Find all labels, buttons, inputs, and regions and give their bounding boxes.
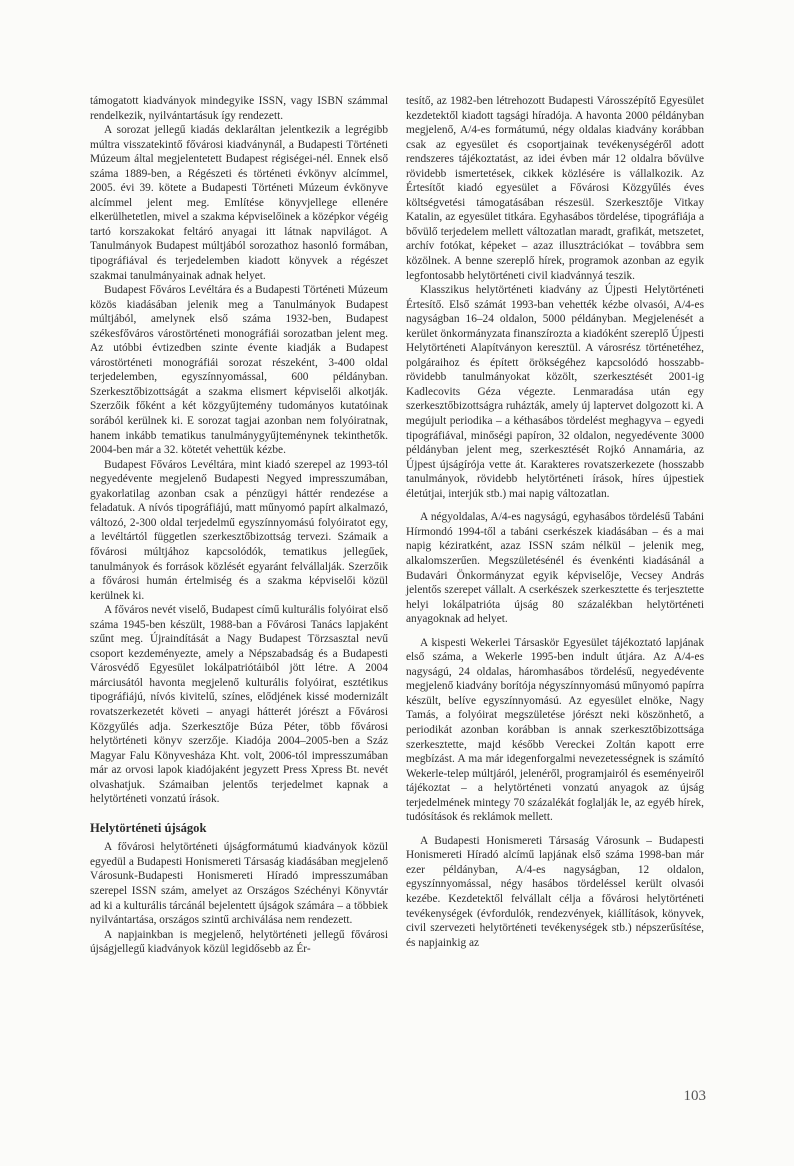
left-column <box>90 94 388 957</box>
paragraph: támogatott kiadványok mindegyike ISSN, vagy ISBN számmal rendelkezik, nyilvántartásuk így rendezett. <box>90 95 388 122</box>
paragraph: Klasszikus helytörténeti kiadvány az Újpesti Helytörténeti Értesítő. Első számát 1993-ban vehették kézbe olvasói, A/4-es nagyságban 16–24 oldalon, 5000 példányban. Megjelenését a kerület önkormányzata finanszírozta a kiadóként szereplő Újpesti Helytörténeti Alapítványon keresztül. A városrész történetéhez, polgáraihoz és épített örökségéhez kapcsolódó hosszabb-rövidebb tanulmányokat közölt, szerkesztését 2001-ig Kadlecovits Géza végezte. Lenmaradása után egy szerkesztőbizottságra ruházták, amely új laptervet dolgozott ki. A megújult periodika – a kéthasábos tördelést meghagyva – egyedi tipográfiával, minőségi papíron, 32 oldalon, negyedévente 3000 példányban jelent meg, szerkesztését Rojkó Annamária, az Újpest újságírója vette át. Karakteres rovatszerkezete (hosszabb tanulmányok, rövidebb helytörténeti írások, híres újpestiek életútjai, interjúk stb.) mai napig változatlan. <box>406 284 704 500</box>
paragraph: A kispesti Wekerlei Társaskör Egyesület tájékoztató lapjának első száma, a Wekerle 1995-ben indult útjára. Az A/4-es nagyságú, 24 oldalas, háromhasábos tördelésű, negyedévente megjelenő kiadvány borítója négyszínnyomású műnyomó papírra készült, belíve egyszínnyomású. Az egyesület elnöke, Nagy Tamás, a folyóirat megszületése jórészt neki köszönhető, a periodikát azonban korábban is annak szerkesztőbizottsága szerkesztette, majd később Vereckei Zoltán kapott erre megbízást. A ma már idegenforgalmi nevezetességnek is számító Wekerle-telep múltjáról, jelenéről, programjairól és eseményeiről tájékoztat – a helytörténeti vonzatú anyagok az újság terjedelmének mintegy 70 százalékát foglalják le, az egyéb hírek, tudósítások és reklámok mellett. <box>406 636 704 824</box>
paragraph: Budapest Főváros Levéltára és a Budapesti Történeti Múzeum közös kiadásában jelenik meg a Tanulmányok Budapest múltjából, amelynek első száma 1932-ben, Budapest székesfőváros várostörténeti monográfiái sorozatban jelent meg. Az utóbbi évtizedben szinte évente kiadják a Budapest várostörténeti monográfiái sorozat részeként, 3-400 oldal terjedelemben, egyszínnyomással, 600 példányban. Szerkesztőbizottságát a szakma elismert képviselői alkotják. Szerzőik főként a két közgyűjtemény tudományos kutatóinak sorából kerülnek ki. E sorozat tagjai azonban nem folyóiratnak, hanem inkább tematikus tanulmánygyűjteménynek tekinthetők. 2004-ben már a 32. kötetét vehettük kézbe. <box>90 284 388 457</box>
right-column <box>406 94 704 950</box>
page-number: 103 <box>683 1088 706 1104</box>
paragraph: A Budapesti Honismereti Társaság Városunk – Budapesti Honismereti Híradó alcímű lapjának első száma 1998-ban már ezer példányban, A/4-es nagyságban, 12 oldalon, egyszínnyomással, négy hasábos tördeléssel került olvasói kezébe. Kezdetektől felvállalt célja a fővárosi helytörténeti tevékenységek (évfordulók, rendezvények, kiállítások, könyvek, civil szervezeti helytörténeti tevékenységek stb.) népszerűsítése, és napjainkig az <box>406 834 704 949</box>
paragraph: A sorozat jellegű kiadás deklaráltan jelentkezik a legrégibb múltra visszatekintő fővárosi kiadványnál, a Budapesti Történeti Múzeum által megjelentetett Budapest régiségei-nél. Ennek első száma 1889-ben, a Régészeti és történeti évkönyv alcímmel, 2005. évi 39. kötete a Budapesti Történeti Múzeum évkönyve alcímmel jelent meg. Említése könyvjellege ellenére elkerülhetetlen, mivel a szakma képviselőinek a középkor végéig tartó korszakokat feltáró anyagai itt látnak napvilágot. A Tanulmányok Budapest múltjából sorozathoz hasonló formában, tipográfiával és terjedelemben kiadott könyvek a régészet szakmai tanulmányainak adnak helyet. <box>90 124 388 282</box>
paragraph: A főváros nevét viselő, Budapest című kulturális folyóirat első száma 1945-ben készült, 1988-ban a Fővárosi Tanács lapjaként szűnt meg. Újraindítását a Nagy Budapest Törzsasztal nevű csoport kezdeményezte, amely a Népszabadság és a Budapesti Városvédő Egyesület lokálpatriótáiból jött létre. A 2004 márciusától havonta megjelenő kulturális folyóirat, esztétikus tipográfiájú, nívós kivitelű, színes, elődjének kissé modernizált rovatszerkezetét követi – anyagi hátterét jórészt a Fővárosi Közgyűlés adja. Szerkesztője Búza Péter, több fővárosi helytörténeti könyv szerzője. Kiadója 2004–2005-ben a Száz Magyar Falu Könyvesháza Kht. volt, 2006-tól impresszumában már az orvosi lapok kiadójaként jegyzett Press Xpress Bt. nevét olvashatjuk. Számaiban jelentős terjedelmet kapnak a helytörténeti vonzatú írások. <box>90 604 388 806</box>
paragraph: Budapest Főváros Levéltára, mint kiadó szerepel az 1993-tól negyedévente megjelenő Budapesti Negyed impresszumában, gyakorlatilag azonban csak a pénzügyi háttér rendezése a feladatuk. A nívós tipográfiájú, matt műnyomó papírt alkalmazó, változó, 2-300 oldal terjedelmű egyszínnyomású folyóiratot egy, a levéltártól független szerkesztőbizottság tervezi. Számaik a fővárosi múltjához kapcsolódók, tematikus jellegűek, tanulmányok és források közlését egyaránt felvállalják. Szerzőik a fővárosi humán értelmiség és a szakma képviselői közül kerülnek ki. <box>90 458 388 602</box>
paragraph: A négyoldalas, A/4-es nagyságú, egyhasábos tördelésű Tabáni Hírmondó 1994-től a tabáni cserkészek kiadásában – és a mai napig kéziratként, azaz ISSN szám nélkül – jelenik meg, alkalomszerűen. Megszületésénél és évenkénti kiadásánál a Budavári Önkormányzat egyik képviselője, Vecsey András jelentős szerepet vállalt. A cserkészek szerkesztette és terjesztette helyi lokálpatrióta újság 80 százalékban helytörténeti anyagoknak ad helyet. <box>406 511 704 626</box>
paragraph: tesítő, az 1982-ben létrehozott Budapesti Városszépítő Egyesület kezdetektől kiadott tagsági híradója. A havonta 2000 példányban megjelenő, A/4-es formátumú, négy oldalas kiadvány korábban csak az egyesület és csoportjainak tevékenységéről adott rendszeres tájékoztatást, az idei évben már 12 oldalra bővülve rövidebb ismertetések, cikkek közlésére is vállalkozik. Az Értesítőt kiadó egyesület a Fővárosi Közgyűlés éves költségvetési támogatásában részesül. Szerkesztője Vitkay Katalin, az egyesület titkára. Egyhasábos tördelése, tipográfiája a bővülő terjedelem mellett változatlan maradt, grafikát, metszetet, archív fotókat, képeket – azaz illusztrációkat – továbbra sem közölnek. A benne szereplő hírek, programok azonban az egyik legfontosabb helytörténeti civil kiadvánnyá teszik. <box>406 95 704 282</box>
section-heading: Helytörténeti újságok <box>90 820 207 835</box>
paragraph: A fővárosi helytörténeti újságformátumú kiadványok közül egyedül a Budapesti Honismereti Társaság kiadásában megjelenő Városunk-Budapesti Honismereti Híradó impresszumában szerepel ISSN szám, amelyet az Országos Széchényi Könyvtár ad ki a kulturális tárcánál bejelentett újságok számára – a többiek nyilvántartása, országos szintű archiválása nem rendezett. <box>90 841 388 927</box>
paragraph: A napjainkban is megjelenő, helytörténeti jellegű fővárosi újságjellegű kiadványok közül legidősebb az Ér- <box>90 928 388 956</box>
